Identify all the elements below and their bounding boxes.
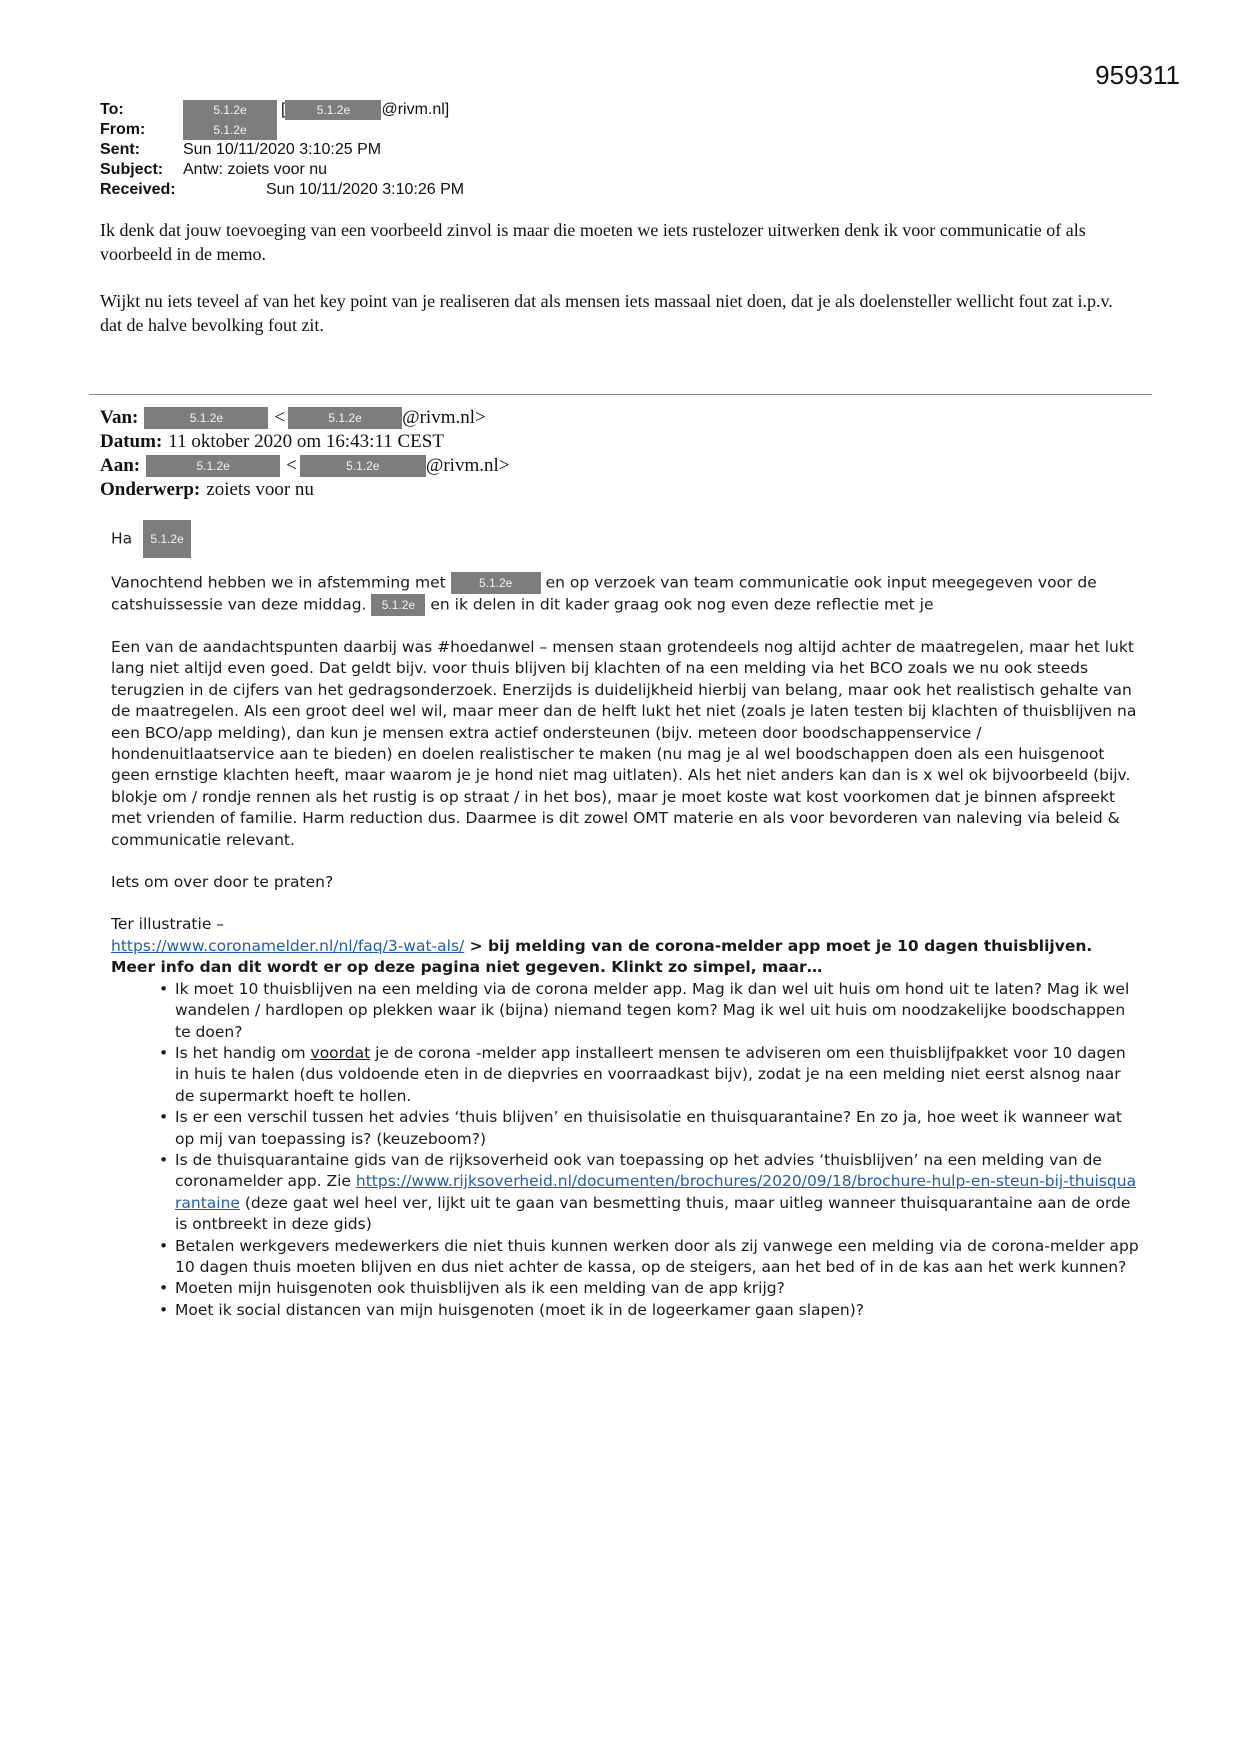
to-bracket: [ bbox=[281, 101, 286, 118]
reply-paragraph: Ik denk dat jouw toevoeging van een voorbeeld zinvol is maar die moeten we iets rustelozer uitwerken denk ik voor communicatie of als voorbeeld in de memo. bbox=[100, 220, 1086, 264]
question-list bbox=[111, 979, 1141, 1322]
illustration-label: Ter illustratie – bbox=[111, 915, 225, 934]
to-label: To: bbox=[100, 101, 124, 118]
greeting-text: Ha bbox=[111, 529, 133, 548]
from-label: From: bbox=[100, 121, 146, 138]
reply-paragraph: Wijkt nu iets teveel af van het key point van je realiseren dat als mensen iets massaal niet doen, dat je als doelensteller wellicht fout zat i.p.v. dat de halve bevolking fout zit. bbox=[100, 291, 1113, 335]
paragraph-text: en ik delen in dit kader graag ook nog even deze reflectie met je bbox=[430, 595, 934, 614]
redaction-box: 5.1.2e bbox=[144, 407, 268, 429]
original-message-header bbox=[100, 406, 1100, 502]
list-item: • Is er een verschil tussen het advies ‘thuis blijven’ en thuisisolatie en thuisquarantaine? En zo ja, hoe weet ik wanneer wat op mij van toepassing is? (keuzeboom?) bbox=[159, 1107, 1141, 1150]
list-item-underlined: voordat bbox=[310, 1043, 371, 1062]
received-label: Received: bbox=[100, 181, 176, 198]
list-item bbox=[159, 1043, 1141, 1107]
sent-row bbox=[100, 140, 1000, 160]
email-header bbox=[100, 100, 1000, 200]
coronamelder-link[interactable]: https://www.coronamelder.nl/nl/faq/3-wat-als/ bbox=[111, 936, 465, 955]
van-lt: < bbox=[274, 407, 286, 428]
subject-value: Antw: zoiets voor nu bbox=[183, 161, 328, 178]
message-body bbox=[111, 520, 1141, 1321]
van-domain: @rivm.nl> bbox=[402, 407, 486, 428]
aan-domain: @rivm.nl> bbox=[425, 455, 510, 476]
aan-label: Aan: bbox=[100, 455, 141, 476]
body-paragraph: Een van de aandachtspunten daarbij was #hoedanwel – mensen staan grotendeels nog altijd achter de maatregelen, maar het lukt lang niet altijd even goed. Dat geldt bijv. voor thuis blijven bij klachten of na een melding via het BCO zoals we nu ook steeds terugzien in de cijfers van het gedragsonderzoek. Enerzijds is duidelijkheid hierbij van belang, maar ook het realistisch gehalte van de maatregelen. Als een groot deel wel wil, maar meer dan de helft lukt het niet (zoals je laten testen bij klachten of thuisblijven na een BCO/app melding), dan kun je mensen extra actief ondersteunen (bijv. meteen door boodschappenservice / hondenuitlaatservice aan te bieden) en doelen realistischer te maken (nu mag je al wel boodschappen doen als een huisgenoot geen ernstige klachten heeft, maar waarom je je hond niet mag uitlaten). Als het niet anders kan dan is x wel ok bijvoorbeeld (bijv. blokje om / rondje rennen als het rustig is op straat / in het bos), maar je moet koste wat kost voorkomen dat je binnen afspreekt met vrienden of familie. Harm reduction dus. Daarmee is dit zowel OMT materie en als voor bevorderen van naleving via beleid & communicatie relevant. bbox=[111, 638, 1137, 849]
document-number: 959311 bbox=[1095, 60, 1180, 90]
list-item-text: (deze gaat wel heel ver, lijkt uit te gaan van besmetting thuis, maar uitleg wanneer thuisquarantaine aan de orde is ontbreekt in deze gids) bbox=[175, 1193, 1131, 1234]
sent-value: Sun 10/11/2020 3:10:25 PM bbox=[183, 141, 382, 158]
list-item: • Moeten mijn huisgenoten ook thuisblijven als ik een melding van de app krijg? bbox=[159, 1278, 1141, 1299]
datum-row bbox=[100, 430, 1100, 454]
divider bbox=[89, 394, 1152, 395]
from-row bbox=[100, 120, 1000, 140]
van-label: Van: bbox=[100, 407, 139, 428]
illustration-bold: > bij melding van de corona-melder app moet je 10 dagen thuisblijven. Meer info dan dit wordt er op deze pagina niet gegeven. Klinkt zo simpel, maar… bbox=[111, 936, 1093, 977]
aan-row bbox=[100, 454, 1100, 478]
paragraph-text: Vanochtend hebben we in afstemming met bbox=[111, 573, 446, 592]
aan-lt: < bbox=[286, 455, 297, 476]
onderwerp-value: zoiets voor nu bbox=[206, 479, 314, 500]
sent-label: Sent: bbox=[100, 141, 140, 158]
redaction-box: 5.1.2e bbox=[451, 572, 541, 594]
rijksoverheid-link[interactable]: https://www.rijksoverheid.nl/documenten/brochures/2020/09/18/brochure-hulp-en-steun-bij-thuisquarantaine bbox=[175, 1172, 1137, 1212]
redaction-box: 5.1.2e bbox=[183, 100, 277, 120]
illustration-line bbox=[111, 936, 1141, 979]
paragraph-text: en op verzoek van team communicatie ook input meegegeven voor de catshuissessie van deze middag. bbox=[111, 573, 1097, 614]
subject-row bbox=[100, 160, 1000, 180]
onderwerp-label: Onderwerp: bbox=[100, 479, 201, 500]
list-item-text: Is het handig om bbox=[175, 1043, 311, 1062]
list-item-text: je de corona -melder app installeert mensen te adviseren om een thuisblijfpakket voor 10 dagen in huis te halen (dus voldoende eten in de diepvries en voorraadkast bijv), zodat je na een melding niet eerst alsnog naar de supermarkt hoeft te hollen. bbox=[175, 1043, 1126, 1105]
list-item: • Moet ik social distancen van mijn huisgenoten (moet ik in de logeerkamer gaan slapen)? bbox=[159, 1300, 1141, 1321]
redaction-box: 5.1.2e bbox=[300, 455, 426, 477]
greeting bbox=[111, 520, 1141, 558]
van-row bbox=[100, 406, 1100, 430]
illustration-block bbox=[111, 914, 1141, 1321]
subject-label: Subject: bbox=[100, 161, 164, 178]
redaction-box: 5.1.2e bbox=[183, 120, 277, 140]
onderwerp-row bbox=[100, 478, 1100, 502]
received-value: Sun 10/11/2020 3:10:26 PM bbox=[266, 181, 465, 198]
to-domain: @rivm.nl] bbox=[381, 101, 450, 118]
list-item: • Betalen werkgevers medewerkers die niet thuis kunnen werken door als zij vanwege een melding via de corona-melder app 10 dagen thuis moeten blijven en dus niet achter de kassa, op de steigers, aan het bed of in de kas aan het werk kunnen? bbox=[159, 1236, 1141, 1279]
received-row bbox=[100, 180, 1000, 200]
to-row bbox=[100, 100, 1000, 120]
datum-value: 11 oktober 2020 om 16:43:11 CEST bbox=[168, 431, 444, 452]
redaction-box: 5.1.2e bbox=[143, 520, 191, 558]
redaction-box: 5.1.2e bbox=[371, 594, 425, 616]
redaction-box: 5.1.2e bbox=[285, 100, 381, 120]
list-item-text: Is de thuisquarantaine gids van de rijksoverheid ook van toepassing op het advies ‘thuisblijven’ na een melding van de coronamelder app. Zie bbox=[175, 1150, 1102, 1191]
reply-body bbox=[100, 218, 1120, 360]
redaction-box: 5.1.2e bbox=[288, 407, 402, 429]
redaction-box: 5.1.2e bbox=[146, 455, 280, 477]
list-item bbox=[159, 1150, 1141, 1236]
datum-label: Datum: bbox=[100, 431, 163, 452]
body-paragraph: Iets om over door te praten? bbox=[111, 873, 334, 892]
body-paragraph bbox=[111, 572, 1141, 616]
list-item: • Ik moet 10 thuisblijven na een melding via de corona melder app. Mag ik dan wel uit huis om hond uit te laten? Mag ik wel wandelen / hardlopen op plekken waar ik (bijna) niemand tegen kom? Mag ik wel uit huis om noodzakelijke boodschappen te doen? bbox=[159, 979, 1141, 1043]
